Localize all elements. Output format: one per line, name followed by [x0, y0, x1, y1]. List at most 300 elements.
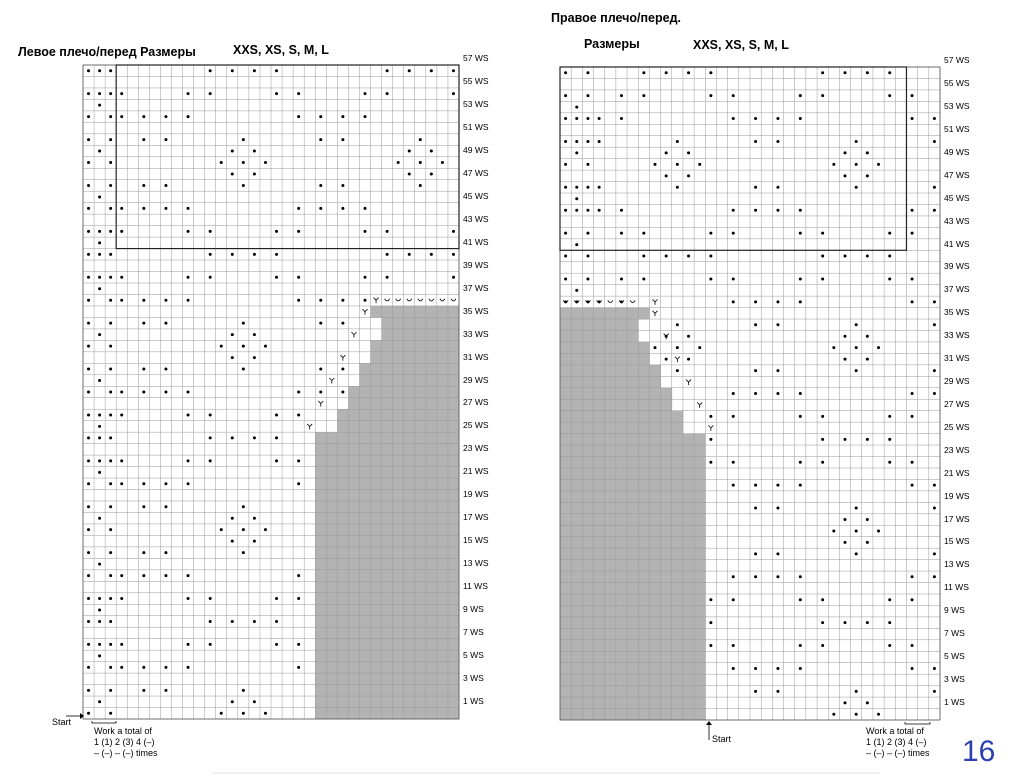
left-shaded-cell	[426, 455, 437, 467]
right-purl-stitch	[776, 507, 779, 510]
row-label: 53 WS	[463, 99, 489, 110]
left-purl-stitch	[364, 230, 367, 233]
left-shaded-cell	[415, 375, 426, 387]
left-purl-stitch	[297, 299, 300, 302]
left-purl-stitch	[109, 436, 112, 439]
left-start-label: Start	[52, 717, 72, 727]
left-purl-stitch	[142, 322, 145, 325]
right-shaded-cell	[560, 376, 572, 388]
left-shaded-cell	[426, 535, 437, 547]
left-purl-stitch	[142, 184, 145, 187]
left-purl-stitch	[242, 345, 245, 348]
right-shaded-cell	[672, 479, 684, 491]
right-purl-stitch	[642, 71, 645, 74]
right-purl-stitch	[888, 644, 891, 647]
right-purl-stitch	[564, 232, 567, 235]
right-purl-stitch	[732, 392, 735, 395]
right-shaded-cell	[649, 709, 661, 721]
right-shaded-cell	[594, 479, 606, 491]
right-shaded-cell	[694, 502, 706, 514]
left-shaded-cell	[404, 558, 415, 570]
right-shaded-cell	[694, 686, 706, 698]
right-shaded-cell	[605, 376, 617, 388]
left-purl-stitch	[430, 253, 433, 256]
right-shaded-cell	[649, 445, 661, 457]
left-shaded-cell	[393, 604, 404, 616]
right-shaded-cell	[605, 411, 617, 423]
left-shaded-cell	[382, 398, 393, 410]
right-shaded-cell	[661, 605, 673, 617]
left-purl-stitch	[98, 333, 101, 336]
row-label: 19 WS	[463, 489, 489, 500]
left-shaded-cell	[415, 501, 426, 513]
left-purl-stitch	[297, 482, 300, 485]
left-purl-stitch	[231, 700, 234, 703]
right-shaded-cell	[594, 617, 606, 629]
left-purl-stitch	[120, 207, 123, 210]
right-shaded-cell	[661, 537, 673, 549]
right-shaded-cell	[605, 709, 617, 721]
right-purl-stitch	[821, 232, 824, 235]
right-purl-stitch	[564, 94, 567, 97]
right-shaded-cell	[605, 365, 617, 377]
right-shaded-cell	[605, 502, 617, 514]
left-purl-stitch	[109, 161, 112, 164]
left-shaded-cell	[393, 501, 404, 513]
left-shaded-cell	[404, 363, 415, 375]
right-shaded-cell	[616, 514, 628, 526]
right-shaded-cell	[594, 468, 606, 480]
left-purl-stitch	[120, 459, 123, 462]
right-shaded-cell	[571, 445, 583, 457]
right-shaded-cell	[683, 445, 695, 457]
left-shaded-cell	[404, 570, 415, 582]
left-purl-stitch	[231, 436, 234, 439]
right-shaded-cell	[571, 365, 583, 377]
right-purl-stitch	[844, 151, 847, 154]
right-purl-stitch	[676, 346, 679, 349]
right-purl-stitch	[709, 277, 712, 280]
left-shaded-cell	[382, 547, 393, 559]
right-shaded-cell	[560, 674, 572, 686]
left-shaded-cell	[348, 685, 359, 697]
right-purl-stitch	[586, 255, 589, 258]
left-shaded-cell	[359, 696, 370, 708]
right-purl-stitch	[866, 174, 869, 177]
right-purl-stitch	[575, 209, 578, 212]
left-shaded-cell	[337, 512, 348, 524]
right-shaded-cell	[627, 583, 639, 595]
right-purl-stitch	[564, 117, 567, 120]
right-repeat-note-1: Work a total of	[866, 726, 924, 736]
left-shaded-cell	[315, 673, 326, 685]
left-purl-stitch	[98, 609, 101, 612]
right-shaded-cell	[683, 548, 695, 560]
right-shaded-cell	[616, 548, 628, 560]
left-purl-stitch	[164, 299, 167, 302]
left-shaded-cell	[315, 650, 326, 662]
left-shaded-cell	[393, 329, 404, 341]
right-shaded-cell	[605, 319, 617, 331]
left-shaded-cell	[448, 616, 459, 628]
left-shaded-cell	[415, 524, 426, 536]
right-shaded-cell	[661, 411, 673, 423]
left-shaded-cell	[326, 512, 337, 524]
right-purl-stitch	[933, 507, 936, 510]
left-shaded-cell	[371, 558, 382, 570]
right-shaded-cell	[683, 651, 695, 663]
left-shaded-cell	[404, 627, 415, 639]
left-purl-stitch	[231, 69, 234, 72]
left-purl-stitch	[87, 689, 90, 692]
right-purl-stitch	[732, 598, 735, 601]
left-shaded-cell	[359, 501, 370, 513]
left-purl-stitch	[297, 92, 300, 95]
left-purl-stitch	[142, 115, 145, 118]
row-label: 37 WS	[463, 282, 489, 293]
right-shaded-cell	[582, 640, 594, 652]
right-shaded-cell	[605, 548, 617, 560]
left-shaded-cell	[448, 685, 459, 697]
left-purl-stitch	[120, 413, 123, 416]
right-purl-stitch	[676, 323, 679, 326]
left-shaded-cell	[348, 547, 359, 559]
right-shaded-cell	[672, 640, 684, 652]
right-shaded-cell	[560, 525, 572, 537]
right-shaded-cell	[616, 525, 628, 537]
right-shaded-cell	[627, 514, 639, 526]
left-purl-stitch	[87, 299, 90, 302]
right-purl-stitch	[821, 621, 824, 624]
right-purl-stitch	[732, 484, 735, 487]
left-purl-stitch	[209, 413, 212, 416]
right-shaded-cell	[605, 491, 617, 503]
right-shaded-cell	[683, 491, 695, 503]
right-shaded-cell	[694, 651, 706, 663]
left-shaded-cell	[337, 627, 348, 639]
footer-divider	[212, 772, 880, 774]
left-shaded-cell	[337, 708, 348, 720]
left-purl-stitch	[452, 69, 455, 72]
row-label: 49 WS	[944, 146, 970, 157]
left-purl-stitch	[87, 184, 90, 187]
right-shaded-cell	[694, 468, 706, 480]
left-shaded-cell	[415, 604, 426, 616]
right-shaded-cell	[627, 365, 639, 377]
right-shaded-cell	[672, 411, 684, 423]
right-shaded-cell	[649, 422, 661, 434]
right-purl-stitch	[933, 300, 936, 303]
right-shaded-cell	[683, 674, 695, 686]
row-label: 3 WS	[463, 672, 484, 683]
right-shaded-cell	[571, 491, 583, 503]
left-shaded-cell	[348, 581, 359, 593]
right-shaded-cell	[694, 514, 706, 526]
left-purl-stitch	[209, 92, 212, 95]
row-label: 49 WS	[463, 145, 489, 156]
left-repeat-note-1: Work a total of	[94, 726, 152, 736]
right-shaded-cell	[605, 663, 617, 675]
right-purl-stitch	[888, 277, 891, 280]
right-shaded-cell	[683, 457, 695, 469]
left-shaded-cell	[337, 501, 348, 513]
right-shaded-cell	[571, 640, 583, 652]
right-shaded-cell	[627, 399, 639, 411]
right-purl-stitch	[676, 369, 679, 372]
row-label: 43 WS	[463, 213, 489, 224]
right-purl-stitch	[877, 713, 880, 716]
row-label: 29 WS	[944, 376, 970, 387]
right-shaded-cell	[694, 617, 706, 629]
right-chart-subtitle: Размеры	[584, 37, 640, 51]
right-shaded-cell	[638, 640, 650, 652]
right-purl-stitch	[709, 94, 712, 97]
left-purl-stitch	[364, 207, 367, 210]
left-shaded-cell	[315, 467, 326, 479]
left-purl-stitch	[109, 322, 112, 325]
right-shaded-cell	[605, 605, 617, 617]
left-shaded-cell	[315, 685, 326, 697]
left-purl-stitch	[109, 253, 112, 256]
left-purl-stitch	[242, 161, 245, 164]
left-shaded-cell	[371, 593, 382, 605]
left-purl-stitch	[164, 138, 167, 141]
right-purl-stitch	[687, 151, 690, 154]
right-purl-stitch	[575, 140, 578, 143]
left-purl-stitch	[87, 666, 90, 669]
left-shaded-cell	[348, 662, 359, 674]
right-shaded-cell	[638, 468, 650, 480]
right-shaded-cell	[661, 468, 673, 480]
left-shaded-cell	[393, 547, 404, 559]
left-purl-stitch	[209, 253, 212, 256]
left-shaded-cell	[404, 444, 415, 456]
left-shaded-cell	[371, 340, 382, 352]
left-shaded-cell	[348, 421, 359, 433]
right-shaded-cell	[694, 479, 706, 491]
left-purl-stitch	[209, 620, 212, 623]
left-shaded-cell	[437, 593, 448, 605]
right-shaded-cell	[661, 457, 673, 469]
row-label: 7 WS	[944, 628, 965, 639]
row-label: 39 WS	[463, 259, 489, 270]
row-label: 55 WS	[463, 76, 489, 87]
right-purl-stitch	[776, 140, 779, 143]
right-purl-stitch	[855, 186, 858, 189]
left-shaded-cell	[348, 673, 359, 685]
row-label: 15 WS	[944, 536, 970, 547]
left-shaded-cell	[415, 478, 426, 490]
right-shaded-cell	[627, 445, 639, 457]
left-shaded-cell	[382, 386, 393, 398]
right-purl-stitch	[844, 541, 847, 544]
right-purl-stitch	[799, 598, 802, 601]
right-purl-stitch	[821, 598, 824, 601]
right-shaded-cell	[571, 605, 583, 617]
right-purl-stitch	[911, 209, 914, 212]
left-shaded-cell	[348, 455, 359, 467]
right-shaded-cell	[571, 709, 583, 721]
left-shaded-cell	[426, 490, 437, 502]
left-purl-stitch	[220, 345, 223, 348]
right-shaded-cell	[627, 434, 639, 446]
right-shaded-cell	[616, 468, 628, 480]
right-purl-stitch	[687, 255, 690, 258]
right-shaded-cell	[638, 697, 650, 709]
left-shaded-cell	[404, 490, 415, 502]
right-shaded-cell	[571, 674, 583, 686]
right-shaded-cell	[594, 388, 606, 400]
left-purl-stitch	[253, 517, 256, 520]
left-shaded-cell	[415, 398, 426, 410]
left-shaded-cell	[426, 696, 437, 708]
left-shaded-cell	[326, 478, 337, 490]
left-shaded-cell	[426, 673, 437, 685]
left-shaded-cell	[448, 696, 459, 708]
left-purl-stitch	[430, 150, 433, 153]
left-shaded-cell	[337, 524, 348, 536]
left-shaded-cell	[393, 524, 404, 536]
left-shaded-cell	[382, 650, 393, 662]
right-purl-stitch	[586, 117, 589, 120]
right-purl-stitch	[888, 415, 891, 418]
left-shaded-cell	[371, 352, 382, 364]
left-shaded-cell	[337, 650, 348, 662]
right-shaded-cell	[627, 330, 639, 342]
left-purl-stitch	[87, 161, 90, 164]
right-shaded-cell	[649, 491, 661, 503]
row-label: 21 WS	[944, 467, 970, 478]
left-shaded-cell	[348, 512, 359, 524]
right-shaded-cell	[616, 330, 628, 342]
right-shaded-cell	[649, 388, 661, 400]
right-purl-stitch	[855, 713, 858, 716]
right-shaded-cell	[683, 560, 695, 572]
right-purl-stitch	[598, 140, 601, 143]
right-decrease-symbol	[697, 402, 702, 408]
left-shaded-cell	[393, 455, 404, 467]
right-purl-stitch	[933, 392, 936, 395]
right-shaded-cell	[649, 502, 661, 514]
right-purl-stitch	[832, 346, 835, 349]
right-shaded-cell	[560, 697, 572, 709]
left-shaded-cell	[393, 581, 404, 593]
row-label: 21 WS	[463, 466, 489, 477]
right-purl-stitch	[821, 277, 824, 280]
left-shaded-cell	[371, 398, 382, 410]
right-shaded-cell	[560, 605, 572, 617]
left-shaded-cell	[415, 490, 426, 502]
left-shaded-cell	[448, 478, 459, 490]
left-repeat-note-3: – (–) – (–) times	[94, 748, 158, 758]
left-shaded-cell	[326, 627, 337, 639]
left-shaded-cell	[359, 570, 370, 582]
left-shaded-cell	[371, 386, 382, 398]
right-purl-stitch	[855, 507, 858, 510]
left-purl-stitch	[452, 230, 455, 233]
left-shaded-cell	[382, 512, 393, 524]
left-shaded-cell	[437, 535, 448, 547]
right-shaded-cell	[582, 605, 594, 617]
left-shaded-cell	[404, 696, 415, 708]
right-purl-stitch	[933, 667, 936, 670]
right-shaded-cell	[661, 422, 673, 434]
right-purl-stitch	[586, 94, 589, 97]
left-purl-stitch	[386, 276, 389, 279]
left-purl-stitch	[386, 253, 389, 256]
row-label: 11 WS	[463, 581, 488, 592]
right-shaded-cell	[571, 686, 583, 698]
right-shaded-cell	[672, 537, 684, 549]
right-shaded-cell	[571, 651, 583, 663]
right-purl-stitch	[866, 701, 869, 704]
left-purl-stitch	[164, 574, 167, 577]
right-purl-stitch	[575, 243, 578, 246]
right-shaded-cell	[638, 617, 650, 629]
right-shaded-cell	[649, 686, 661, 698]
left-shaded-cell	[448, 352, 459, 364]
right-shaded-cell	[571, 468, 583, 480]
right-purl-stitch	[698, 346, 701, 349]
left-shaded-cell	[326, 593, 337, 605]
left-shaded-cell	[382, 685, 393, 697]
right-shaded-cell	[683, 434, 695, 446]
left-shaded-cell	[426, 685, 437, 697]
right-purl-stitch	[754, 140, 757, 143]
left-purl-stitch	[120, 299, 123, 302]
left-shaded-cell	[437, 524, 448, 536]
left-purl-stitch	[98, 425, 101, 428]
right-shaded-cell	[683, 663, 695, 675]
right-shaded-cell	[694, 628, 706, 640]
left-purl-stitch	[187, 459, 190, 462]
right-purl-stitch	[564, 186, 567, 189]
left-purl-stitch	[408, 253, 411, 256]
right-shaded-cell	[594, 674, 606, 686]
left-purl-stitch	[297, 597, 300, 600]
right-chart-title: Правое плечо/перед.	[551, 11, 681, 25]
left-shaded-cell	[326, 570, 337, 582]
right-purl-stitch	[855, 369, 858, 372]
left-shaded-cell	[348, 398, 359, 410]
right-shaded-cell	[649, 594, 661, 606]
left-shaded-cell	[359, 421, 370, 433]
right-shaded-cell	[616, 342, 628, 354]
left-purl-stitch	[109, 482, 112, 485]
left-purl-stitch	[419, 138, 422, 141]
left-purl-stitch	[109, 138, 112, 141]
right-shaded-cell	[582, 445, 594, 457]
right-shaded-cell	[627, 651, 639, 663]
left-shaded-cell	[337, 616, 348, 628]
right-purl-stitch	[844, 255, 847, 258]
left-purl-stitch	[109, 413, 112, 416]
left-purl-stitch	[87, 482, 90, 485]
left-shaded-cell	[382, 616, 393, 628]
left-shaded-cell	[326, 662, 337, 674]
right-purl-stitch	[564, 209, 567, 212]
left-shaded-cell	[437, 317, 448, 329]
right-shaded-cell	[661, 663, 673, 675]
right-purl-stitch	[866, 255, 869, 258]
right-shaded-cell	[638, 491, 650, 503]
row-label: 23 WS	[463, 443, 489, 454]
right-shaded-cell	[571, 628, 583, 640]
left-shaded-cell	[315, 558, 326, 570]
right-shaded-cell	[649, 548, 661, 560]
left-shaded-cell	[326, 650, 337, 662]
right-purl-stitch	[687, 174, 690, 177]
